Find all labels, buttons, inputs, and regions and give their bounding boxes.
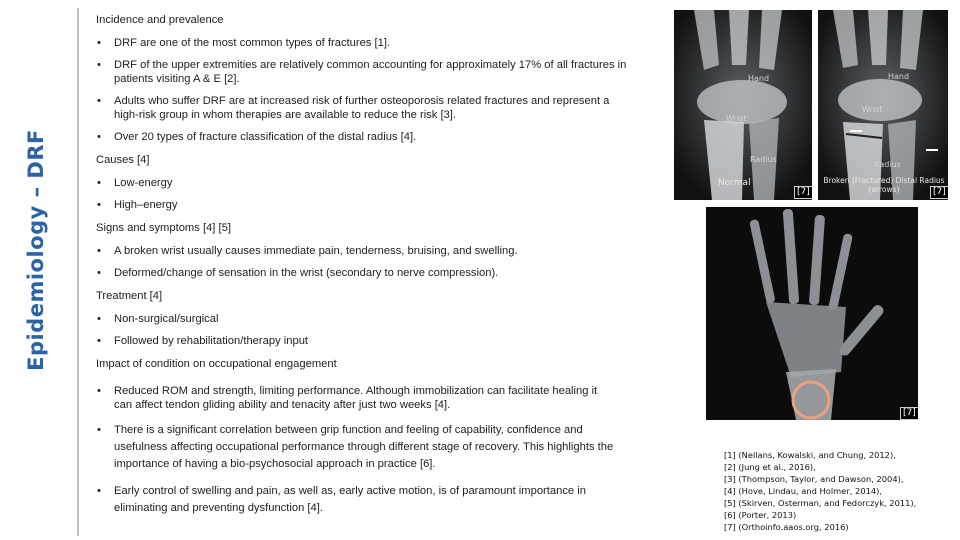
reference-item: [3] (Thompson, Taylor, and Dawson, 2004), [724, 474, 904, 484]
xray-hand-graphic [706, 207, 918, 420]
citation-tag: [7] [900, 407, 918, 420]
bullet-item: • DRF of the upper extremities are relatively common accounting for approximately 17% of all fractures in patients visiting A & E [2]. [96, 58, 636, 86]
section-heading-treatment: Treatment [4] [96, 290, 163, 302]
citation-tag: [7] [930, 186, 948, 199]
label-radius: Radius [874, 160, 901, 169]
bullet-item: • Over 20 types of fracture classification of the distal radius [4]. [96, 130, 636, 144]
section-heading-signs: Signs and symptoms [4] [5] [96, 222, 231, 234]
caption-fractured: Broken (Fractured) Distal Radius (arrows) [823, 176, 945, 194]
label-hand: Hand [748, 74, 770, 83]
references-list [724, 449, 954, 533]
bullet-item: • Deformed/change of sensation in the wrist (secondary to nerve compression). [96, 266, 636, 280]
reference-item: [4] (Hove, Lindau, and Holmer, 2014), [724, 486, 883, 496]
bullet-item: • There is a significant correlation between grip function and feeling of capability, confidence and usefulness affecting occupational performance through different stage of recovery. This highlights the importance of having a bio-psychosocial approach in practice [6]. [96, 422, 624, 473]
bullet-item: • Non-surgical/surgical [96, 312, 636, 326]
bullet-item: • DRF are one of the most common types of fractures [1]. [96, 36, 636, 50]
section-heading-impact: Impact of condition on occupational engagement [96, 358, 337, 370]
side-title [18, 100, 54, 400]
xray-normal-graphic [674, 10, 812, 200]
bullet-item: • A broken wrist usually causes immediate pain, tenderness, bruising, and swelling. [96, 244, 636, 258]
reference-item: [5] (Skirven, Osterman, and Fedorczyk, 2011), [724, 498, 917, 508]
bullet-item: • Reduced ROM and strength, limiting performance. Although immobilization can facilitate healing it can affect tendon gliding ability and tenacity after just two weeks [4]. [96, 384, 616, 412]
xray-hand-image [706, 207, 918, 420]
reference-item: [6] (Porter, 2013) [724, 510, 797, 520]
bullet-item: • Low-energy [96, 176, 636, 190]
bullet-item: • High–energy [96, 198, 636, 212]
label-hand: Hand [888, 72, 910, 81]
divider [77, 8, 79, 536]
caption-normal: Normal [718, 178, 751, 188]
reference-item: [2] (Jung et al., 2016), [724, 462, 816, 472]
label-wrist: Wrist [726, 114, 747, 123]
section-heading-incidence: Incidence and prevalence [96, 14, 224, 26]
xray-fractured-image [818, 10, 948, 200]
bullet-item: • Adults who suffer DRF are at increased risk of further osteoporosis related fractures and represent a high-risk group in whom therapies are available to reduce the risk [3]. [96, 94, 636, 122]
label-radius: Radius [750, 155, 777, 164]
reference-item: [7] (Orthoinfo.aaos.org, 2016) [724, 522, 849, 532]
xray-normal-image [674, 10, 812, 200]
label-wrist: Wrist [862, 105, 883, 114]
bullet-item: • Early control of swelling and pain, as well as, early active motion, is of paramount importance in eliminating and preventing dysfunction [4]. [96, 483, 624, 517]
section-heading-causes: Causes [4] [96, 154, 150, 166]
main-content [96, 13, 636, 517]
xray-fractured-graphic [818, 10, 948, 200]
side-title-text: Epidemiology – DRF [24, 129, 48, 371]
reference-item: [1] (Nellans, Kowalski, and Chung, 2012), [724, 450, 896, 460]
citation-tag: [7] [794, 186, 812, 199]
bullet-item: • Followed by rehabilitation/therapy input [96, 334, 636, 348]
